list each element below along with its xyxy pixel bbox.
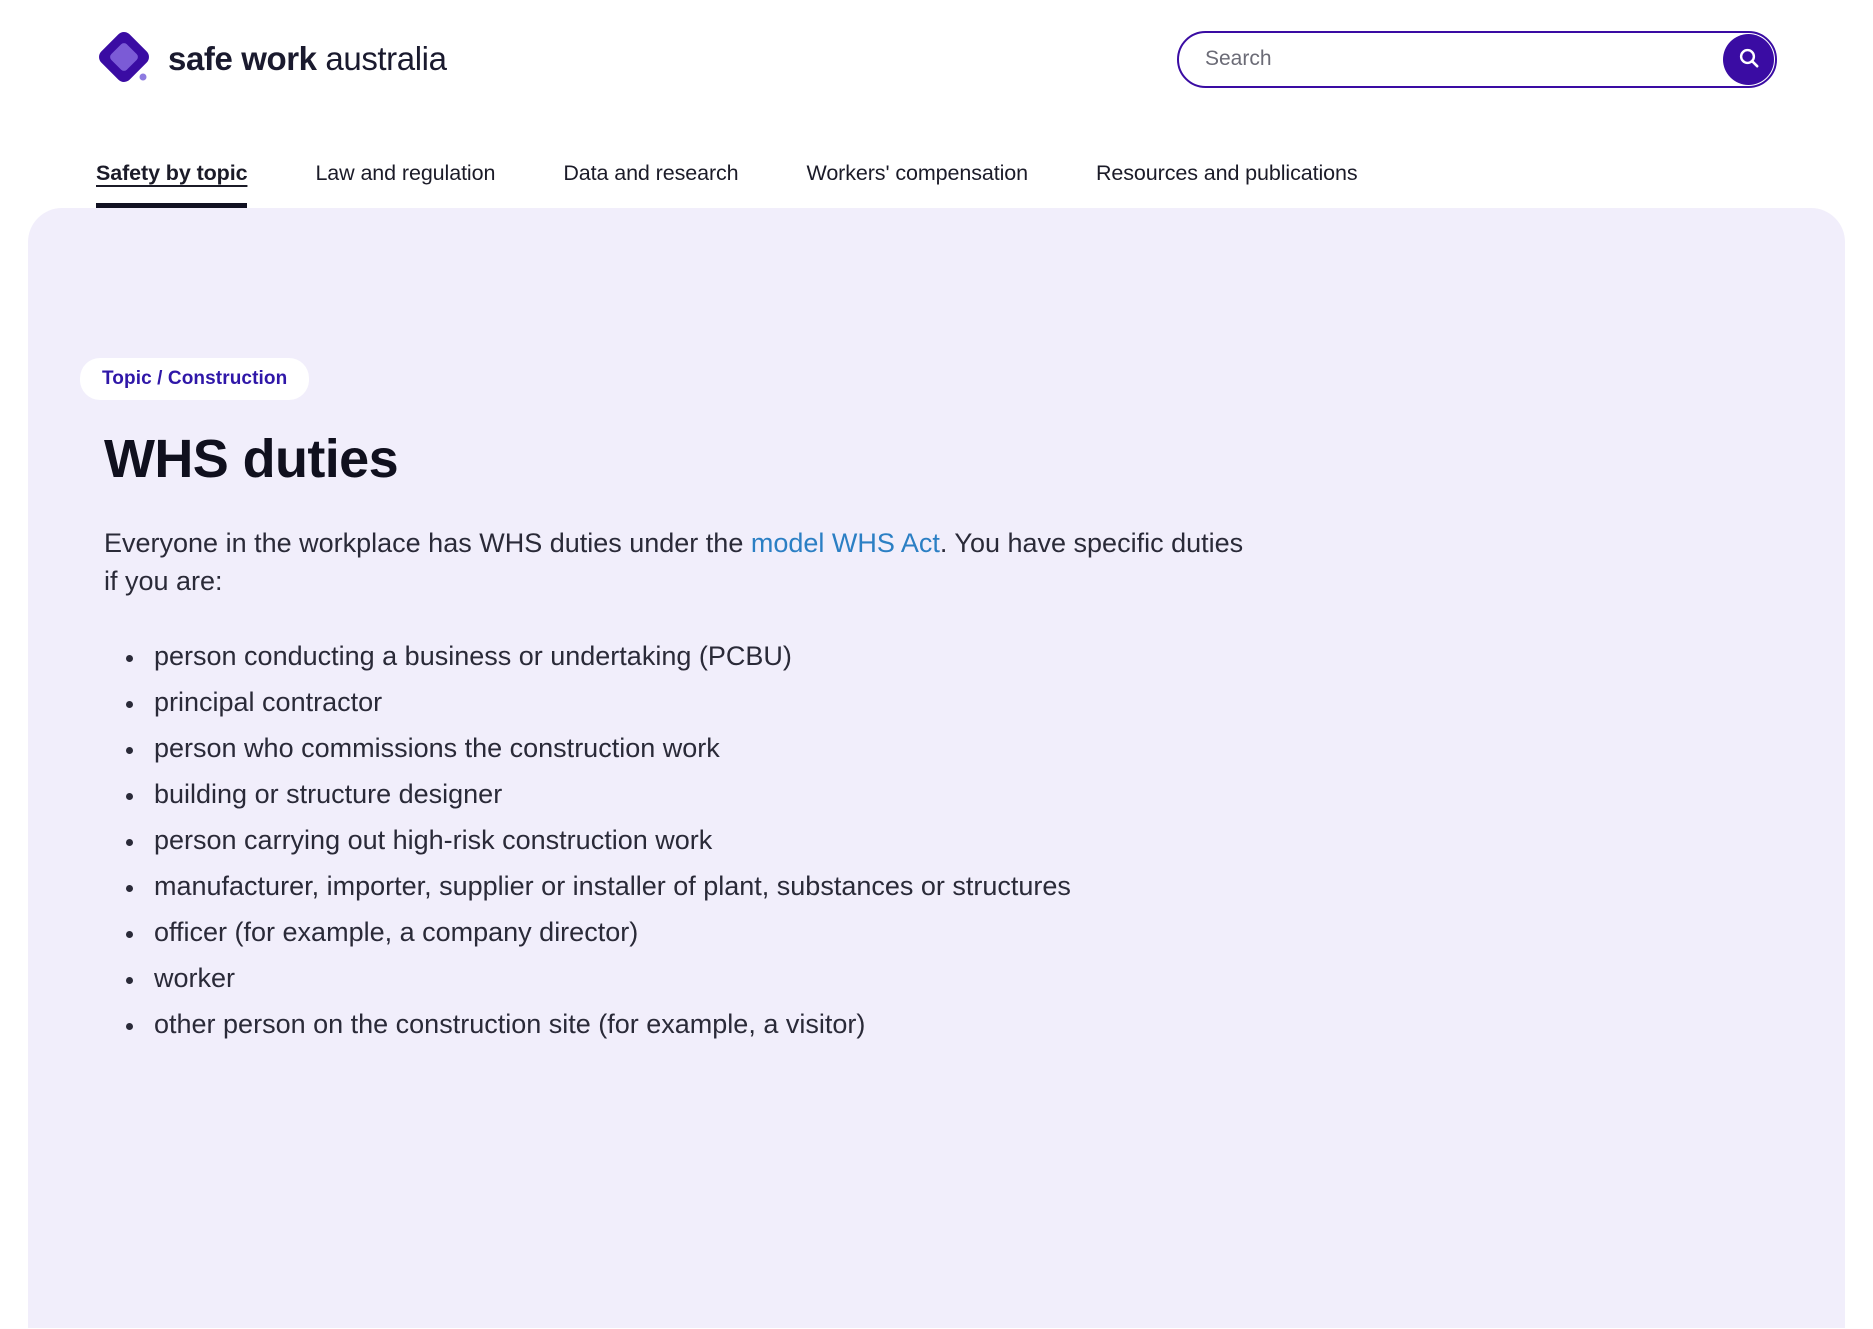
nav-item-safety-by-topic[interactable]: Safety by topic [96,161,247,208]
search-button[interactable] [1723,34,1774,85]
diamond-logo-icon [96,31,152,87]
site-header [0,0,1873,118]
search-box[interactable] [1177,31,1777,88]
intro-text-before: Everyone in the workplace has WHS duties under the [104,528,751,558]
list-item: • other person on the construction site (for example, a visitor) [146,1005,1254,1043]
list-item: • building or structure designer [146,775,1254,813]
list-item: • manufacturer, importer, supplier or installer of plant, substances or structures [146,867,1254,905]
nav-item-data-and-research[interactable]: Data and research [563,161,739,185]
content-panel [28,208,1845,1328]
nav-item-law-and-regulation[interactable]: Law and regulation [315,161,496,185]
nav-item-resources-and-publications[interactable]: Resources and publications [1096,161,1358,185]
brand-name-light: australia [316,40,447,77]
list-item: • principal contractor [146,683,1254,721]
breadcrumb-badge[interactable]: Topic / Construction [80,358,309,400]
list-item: • person conducting a business or undertaking (PCBU) [146,637,1254,675]
brand-wordmark [168,40,447,78]
nav-item-workers-compensation[interactable]: Workers' compensation [806,161,1028,185]
intro-text-after: . You have specific duties if you are: [104,528,1244,597]
brand-name-bold: safe work [168,40,317,77]
list-item: • person who commissions the construction work [146,729,1254,767]
list-item: • person carrying out high-risk construction work [146,821,1254,859]
list-item: • officer (for example, a company director) [146,913,1254,951]
site-logo[interactable] [96,31,447,87]
model-whs-act-link[interactable]: model WHS Act [750,528,940,558]
duties-list [104,637,1254,1044]
search-icon [1737,46,1761,73]
search-input[interactable] [1177,31,1777,88]
page-title: WHS duties [104,429,399,489]
intro-paragraph [104,524,1244,601]
list-item: • worker [146,959,1254,997]
primary-navigation [0,118,1873,208]
